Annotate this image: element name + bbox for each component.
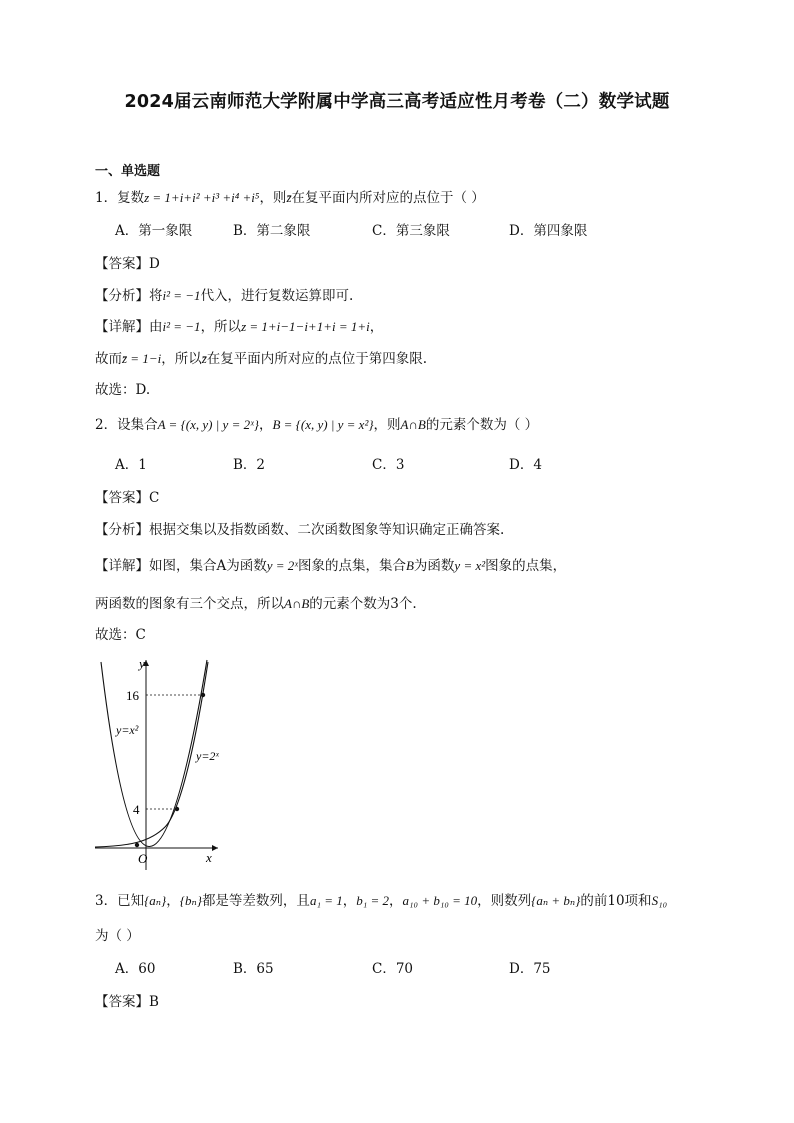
q2-detail-p4: 图象的点集， bbox=[485, 558, 567, 574]
q2-stem bbox=[95, 415, 538, 435]
q2-stem-set-b: B = {(x, y) | y = x²} bbox=[272, 417, 374, 432]
q1-detail2-math: z̄ = 1−i bbox=[122, 351, 162, 366]
q1-answer-tag: 【答案】 bbox=[95, 256, 149, 272]
q1-detail-math1: i² = −1 bbox=[162, 319, 201, 334]
q1-stem-math: z = 1+i+i² +i³ +i⁴ +i⁵ bbox=[144, 190, 260, 205]
q2-detail-m3: y = x² bbox=[454, 558, 486, 573]
q3-option-b: B．65 bbox=[233, 961, 274, 977]
q1-answer bbox=[95, 254, 160, 274]
q3-stem-seq: {aₙ + bₙ} bbox=[531, 893, 581, 908]
q1-detail2-suffix: 在复平面内所对应的点位于第四象限. bbox=[206, 351, 428, 367]
q2-detail-tag: 【详解】 bbox=[95, 558, 149, 574]
q3-stem-p4: 的前10项和 bbox=[580, 893, 652, 909]
q2-detail-p1: 如图，集合A为函数 bbox=[149, 558, 267, 574]
q2-detail2-p2: 的元素个数为3个. bbox=[309, 596, 417, 612]
intersection-point bbox=[201, 693, 205, 697]
q1-detail-tag: 【详解】 bbox=[95, 319, 149, 335]
q2-option-c: C．3 bbox=[372, 457, 405, 473]
q3-stem-sep3: ， bbox=[389, 893, 403, 909]
q1-detail-end: ， bbox=[369, 319, 384, 335]
q1-detail2-prefix: 故而 bbox=[95, 351, 122, 367]
q1-detail2-zbar: z̄ bbox=[201, 351, 207, 366]
q2-analysis-text: 根据交集以及指数函数、二次函数图象等知识确定正确答案. bbox=[149, 522, 505, 538]
tick-label-4: 4 bbox=[133, 802, 140, 817]
q2-analysis-tag: 【分析】 bbox=[95, 522, 149, 538]
q2-stem-intersection: A∩B bbox=[400, 417, 426, 432]
q1-detail-math2: z = 1+i−1−i+1+i = 1+i bbox=[241, 319, 370, 334]
q1-detail-mid: ，所以 bbox=[200, 319, 242, 335]
q1-analysis bbox=[95, 286, 353, 306]
q1-analysis-suffix: 代入，进行复数运算即可. bbox=[200, 288, 354, 304]
q2-choice: 故选：C bbox=[95, 627, 146, 643]
q3-option-a: A．60 bbox=[115, 961, 156, 977]
q3-stem-p3: ，则数列 bbox=[477, 893, 532, 909]
origin-label: O bbox=[138, 851, 148, 866]
q3-answer-tag: 【答案】 bbox=[95, 994, 149, 1010]
q3-answer bbox=[95, 992, 159, 1012]
q1-stem bbox=[95, 188, 485, 208]
q2-detail-p3: 为函数 bbox=[413, 558, 455, 574]
q2-answer-tag: 【答案】 bbox=[95, 490, 149, 506]
exponential-label: y=2ˣ bbox=[196, 749, 219, 763]
q2-option-a: A．1 bbox=[115, 457, 147, 473]
q1-detail2-mid: ，所以 bbox=[161, 351, 202, 367]
q3-stem-s10: S₁₀ bbox=[651, 893, 668, 908]
q3-option-c: C．70 bbox=[372, 961, 414, 977]
q2-detail-m2: B bbox=[405, 558, 414, 573]
q1-stem-mid: ，则 bbox=[259, 190, 287, 206]
parabola-label: y=x² bbox=[116, 723, 139, 737]
q1-stem-suffix: 在复平面内所对应的点位于（ ） bbox=[291, 190, 485, 206]
q3-stem-p1: 3．已知 bbox=[95, 893, 145, 909]
q1-stem-prefix: 1．复数 bbox=[95, 190, 145, 206]
q3-stem-line2: 为（ ） bbox=[95, 928, 140, 944]
q1-analysis-prefix: 将 bbox=[149, 288, 163, 304]
x-axis-label: x bbox=[206, 850, 212, 865]
q3-stem-a1: a₁ = 1 bbox=[309, 893, 343, 908]
q2-stem-sep: ， bbox=[258, 417, 273, 433]
q2-detail2-p1: 两函数的图象有三个交点，所以 bbox=[95, 596, 284, 612]
q3-stem-b1: b₁ = 2 bbox=[356, 893, 390, 908]
q2-detail bbox=[95, 556, 566, 576]
q2-detail-m1: y = 2ˣ bbox=[266, 558, 298, 573]
q3-stem-p2: 都是等差数列，且 bbox=[201, 893, 310, 909]
tick-label-16: 16 bbox=[126, 688, 139, 703]
q2-option-b: B．2 bbox=[233, 457, 266, 473]
q3-stem-an: {aₙ} bbox=[144, 893, 167, 908]
q1-option-a: A．第一象限 bbox=[115, 223, 193, 239]
q2-detail-line2 bbox=[95, 594, 417, 614]
q1-analysis-tag: 【分析】 bbox=[95, 288, 149, 304]
q1-answer-value: D bbox=[149, 256, 160, 272]
q3-stem-sep2: ， bbox=[342, 893, 357, 909]
q3-stem-bn: {bₙ} bbox=[179, 893, 202, 908]
y-axis-label: y bbox=[139, 656, 145, 671]
q2-detail-p2: 图象的点集，集合 bbox=[297, 558, 406, 574]
q2-analysis bbox=[95, 520, 504, 540]
intersection-point bbox=[175, 807, 179, 811]
q2-stem-set-a: A = {(x, y) | y = 2ˣ} bbox=[157, 417, 259, 432]
q3-stem-sum: a₁₀ + b₁₀ = 10 bbox=[402, 893, 478, 908]
page-title: 2024届云南师范大学附属中学高三高考适应性月考卷（二）数学试题 bbox=[124, 92, 670, 112]
q2-option-d: D．4 bbox=[509, 457, 542, 473]
q1-detail-line2 bbox=[95, 349, 427, 369]
q2-detail2-m: A∩B bbox=[284, 596, 310, 611]
q3-answer-value: B bbox=[149, 994, 159, 1010]
q1-option-d: D．第四象限 bbox=[509, 223, 588, 239]
q1-option-b: B．第二象限 bbox=[233, 223, 311, 239]
q1-choice: 故选：D. bbox=[95, 382, 151, 398]
intersection-point bbox=[135, 843, 139, 847]
section-heading: 一、单选题 bbox=[95, 164, 161, 179]
q1-option-c: C．第三象限 bbox=[372, 223, 450, 239]
q2-stem-suffix: 的元素个数为（ ） bbox=[425, 417, 539, 433]
q2-answer-value: C bbox=[149, 490, 160, 506]
q2-stem-prefix: 2．设集合 bbox=[95, 417, 158, 433]
q3-stem bbox=[95, 891, 667, 911]
function-graph bbox=[90, 652, 230, 872]
q3-stem-sep: ， bbox=[166, 893, 180, 909]
q1-detail bbox=[95, 317, 383, 337]
q3-option-d: D．75 bbox=[509, 961, 551, 977]
q1-stem-zbar: z̄ bbox=[286, 190, 292, 205]
q2-answer bbox=[95, 488, 159, 508]
q2-stem-mid: ，则 bbox=[373, 417, 401, 433]
q1-detail-prefix: 由 bbox=[149, 319, 163, 335]
exponential-curve bbox=[95, 662, 208, 847]
q1-analysis-math: i² = −1 bbox=[162, 288, 201, 303]
